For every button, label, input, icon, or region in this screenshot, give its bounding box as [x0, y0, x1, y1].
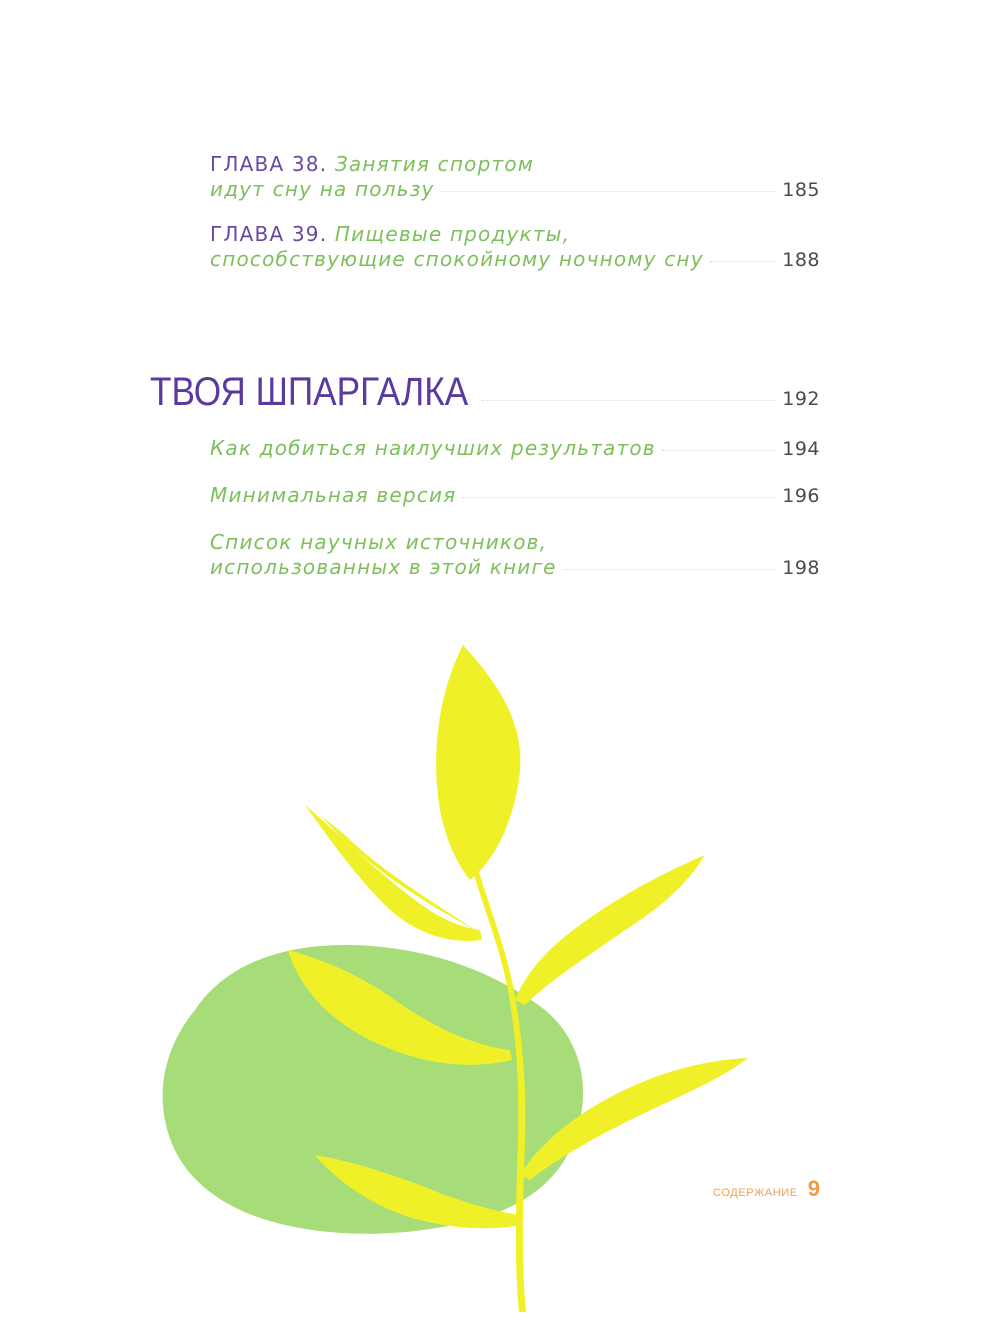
chapter-label: ГЛАВА 38. — [210, 152, 328, 176]
dot-leader — [441, 191, 777, 192]
footer-page-number: 9 — [807, 1176, 820, 1201]
dot-leader — [563, 569, 777, 570]
page-number: 194 — [782, 438, 820, 460]
toc-entry-sources[interactable] — [210, 530, 820, 581]
entry-title: Как добиться наилучших результатов — [210, 436, 656, 460]
dot-leader — [710, 261, 777, 262]
dot-leader — [662, 450, 776, 451]
section-title: ТВОЯ ШПАРГАЛКА — [150, 370, 469, 414]
entry-title-line2: использованных в этой книге — [210, 555, 557, 579]
chapter-title-line1: Пищевые продукты, — [334, 222, 571, 246]
page-number: 196 — [782, 485, 820, 507]
toc-entry-minimal-version[interactable] — [210, 483, 820, 509]
page-number: 185 — [782, 179, 820, 201]
page-number: 198 — [782, 557, 820, 579]
toc-entry-best-results[interactable] — [210, 436, 820, 462]
section-heading[interactable] — [150, 370, 820, 415]
page-number: 188 — [782, 249, 820, 271]
dot-leader — [482, 400, 777, 401]
toc-entry-chapter-38[interactable] — [210, 152, 820, 203]
chapter-title-line1: Занятия спортом — [334, 152, 535, 176]
page-number: 192 — [782, 388, 820, 410]
entry-title: Минимальная версия — [210, 483, 457, 507]
chapter-title-line2: идут сну на пользу — [210, 177, 435, 201]
chapter-title-line2: способствующие спокойному ночному сну — [210, 247, 704, 271]
toc-entry-chapter-39[interactable] — [210, 222, 820, 273]
footer-label: СОДЕРЖАНИЕ — [713, 1187, 798, 1199]
dot-leader — [462, 497, 776, 498]
chapter-label: ГЛАВА 39. — [210, 222, 328, 246]
page-footer — [713, 1176, 820, 1202]
entry-title-line1: Список научных источников, — [210, 530, 548, 554]
